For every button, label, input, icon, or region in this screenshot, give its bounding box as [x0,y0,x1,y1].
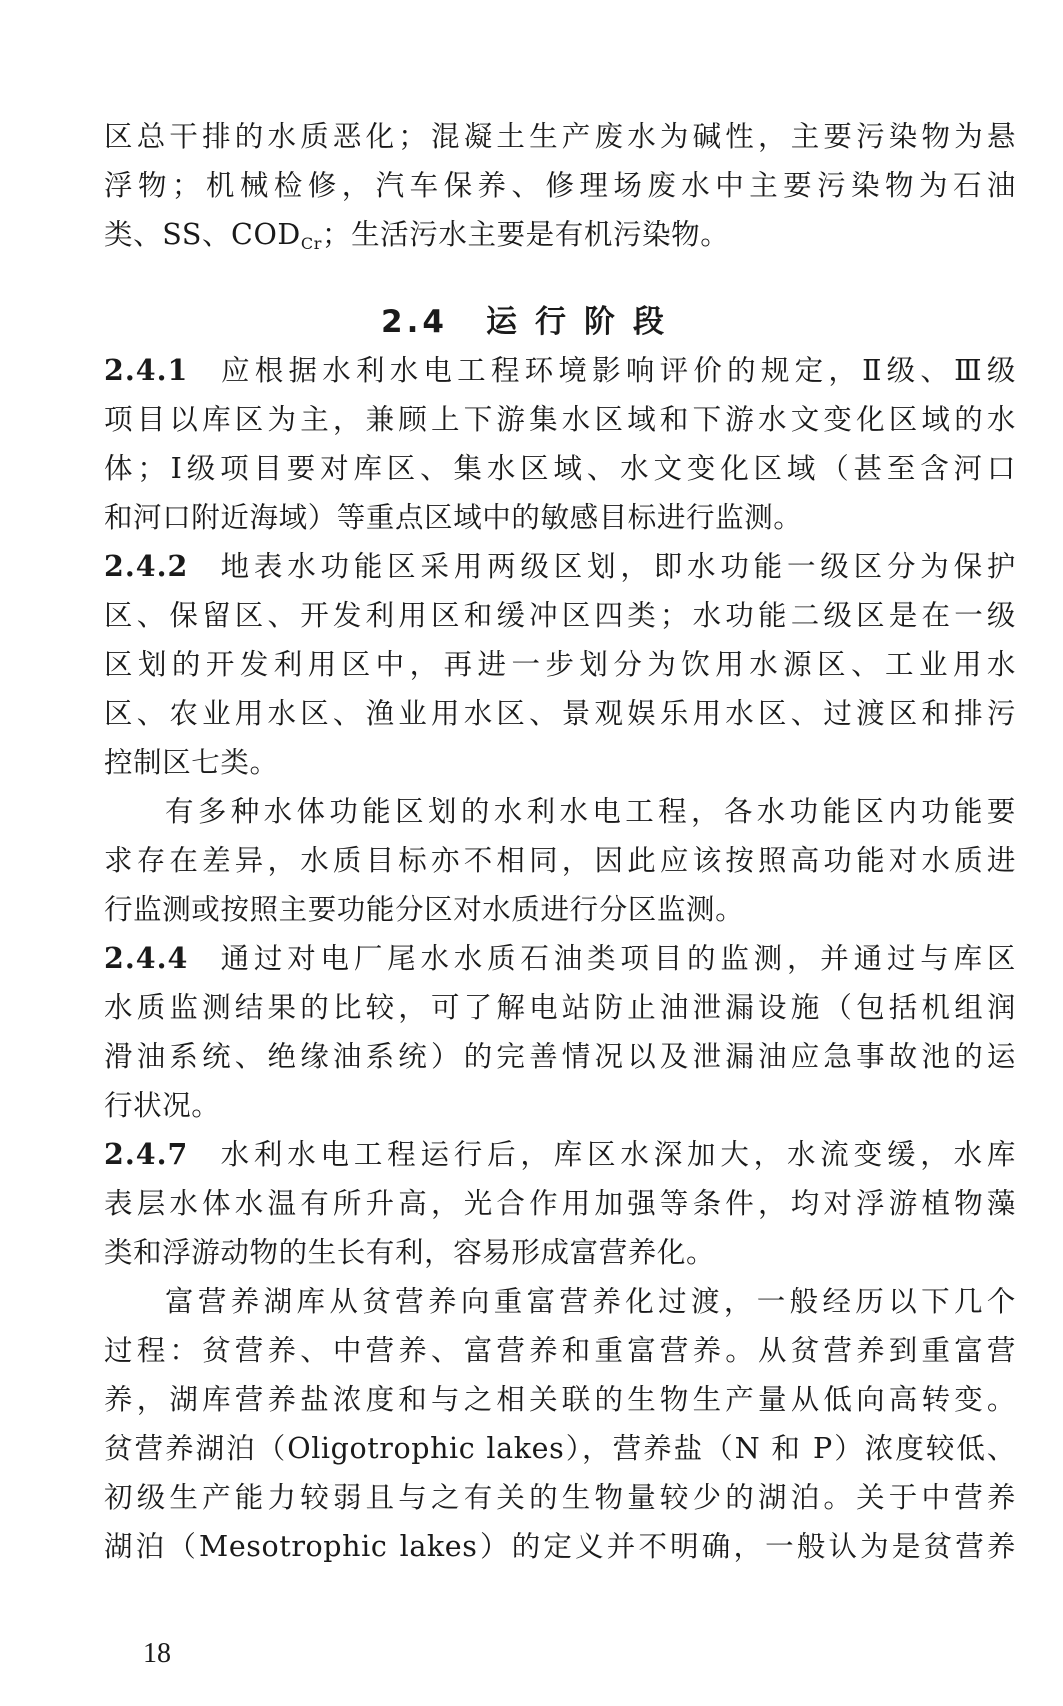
text-line: 行状况。 [104,1089,221,1122]
text-line: 过程：贫营养、中营养、富营养和重富营养。从贫营养到重富营 [104,1334,1016,1367]
text-line [104,1130,1016,1179]
continuation-paragraph [104,112,1016,259]
text-fragment: 通过对电厂尾水水质石油类项目的监测，并通过与库区 [216,942,1016,975]
text-line: 区、保留区、开发利用区和缓冲区四类；水功能二级区是在一级 [104,599,1016,632]
text-line: 求存在差异，水质目标亦不相同，因此应该按照高功能对水质进 [104,844,1016,877]
text-line [104,346,1016,395]
text-line: 贫营养湖泊（Oligotrophic lakes），营养盐（N 和 P）浓度较低、 [104,1432,1016,1465]
text-line: 体；Ⅰ级项目要对库区、集水区域、水文变化区域（甚至含河口 [104,452,1016,485]
text-line: 项目以库区为主，兼顾上下游集水区域和下游水文变化区域的水 [104,403,1016,436]
text-line: 浮物；机械检修，汽车保养、修理场废水中主要污染物为石油 [104,169,1016,202]
clause-number: 2.4.1 [104,353,189,387]
text-line: 有多种水体功能区划的水利水电工程，各水功能区内功能要 [165,795,1016,828]
clause-number: 2.4.7 [104,1137,189,1171]
text-line: 表层水体水温有所升高，光合作用加强等条件，均对浮游植物藻 [104,1187,1016,1220]
text-fragment: 应根据水利水电工程环境影响评价的规定，Ⅱ级、Ⅲ级 [216,354,1016,387]
text-line [104,210,1016,259]
text-line: 和河口附近海域）等重点区域中的敏感目标进行监测。 [104,501,803,534]
text-line [104,542,1016,591]
text-line: 区划的开发利用区中，再进一步划分为饮用水源区、工业用水 [104,648,1016,681]
text-line: 富营养湖库从贫营养向重富营养化过渡，一般经历以下几个 [165,1285,1016,1318]
text-fragment: 类、SS、COD [104,218,301,251]
text-line: 初级生产能力较弱且与之有关的生物量较少的湖泊。关于中营养 [104,1481,1016,1514]
clause-2-4-7 [104,1130,1016,1571]
clause-2-4-2 [104,542,1016,934]
clause-number: 2.4.4 [104,941,189,975]
text-line: 行监测或按照主要功能分区对水质进行分区监测。 [104,893,745,926]
text-line: 滑油系统、绝缘油系统）的完善情况以及泄漏油应急事故池的运 [104,1040,1016,1073]
text-line: 区、农业用水区、渔业用水区、景观娱乐用水区、过渡区和排污 [104,697,1016,730]
subscript: Cr [300,234,322,253]
section-heading [0,296,1063,341]
text-line: 湖泊（Mesotrophic lakes）的定义并不明确，一般认为是贫营养 [104,1530,1016,1563]
text-line: 类和浮游动物的生长有利，容易形成富营养化。 [104,1236,716,1269]
text-fragment: 水利水电工程运行后，库区水深加大，水流变缓，水库 [216,1138,1016,1171]
clause-2-4-4 [104,934,1016,1130]
clause-number: 2.4.2 [104,549,189,583]
text-line: 控制区七类。 [104,746,279,779]
text-line: 区总干排的水质恶化；混凝土生产废水为碱性，主要污染物为悬 [104,120,1016,153]
section-title: 运行阶段 [485,304,682,340]
text-line [104,934,1016,983]
section-number: 2.4 [381,304,448,340]
page-number: 18 [143,1638,171,1669]
text-fragment: ；生活污水主要是有机污染物。 [321,218,730,251]
text-line: 养，湖库营养盐浓度和与之相关联的生物生产量从低向高转变。 [104,1383,1016,1416]
text-line: 水质监测结果的比较，可了解电站防止油泄漏设施（包括机组润 [104,991,1016,1024]
text-fragment: 地表水功能区采用两级区划，即水功能一级区分为保护 [216,550,1016,583]
clause-2-4-1 [104,346,1016,542]
